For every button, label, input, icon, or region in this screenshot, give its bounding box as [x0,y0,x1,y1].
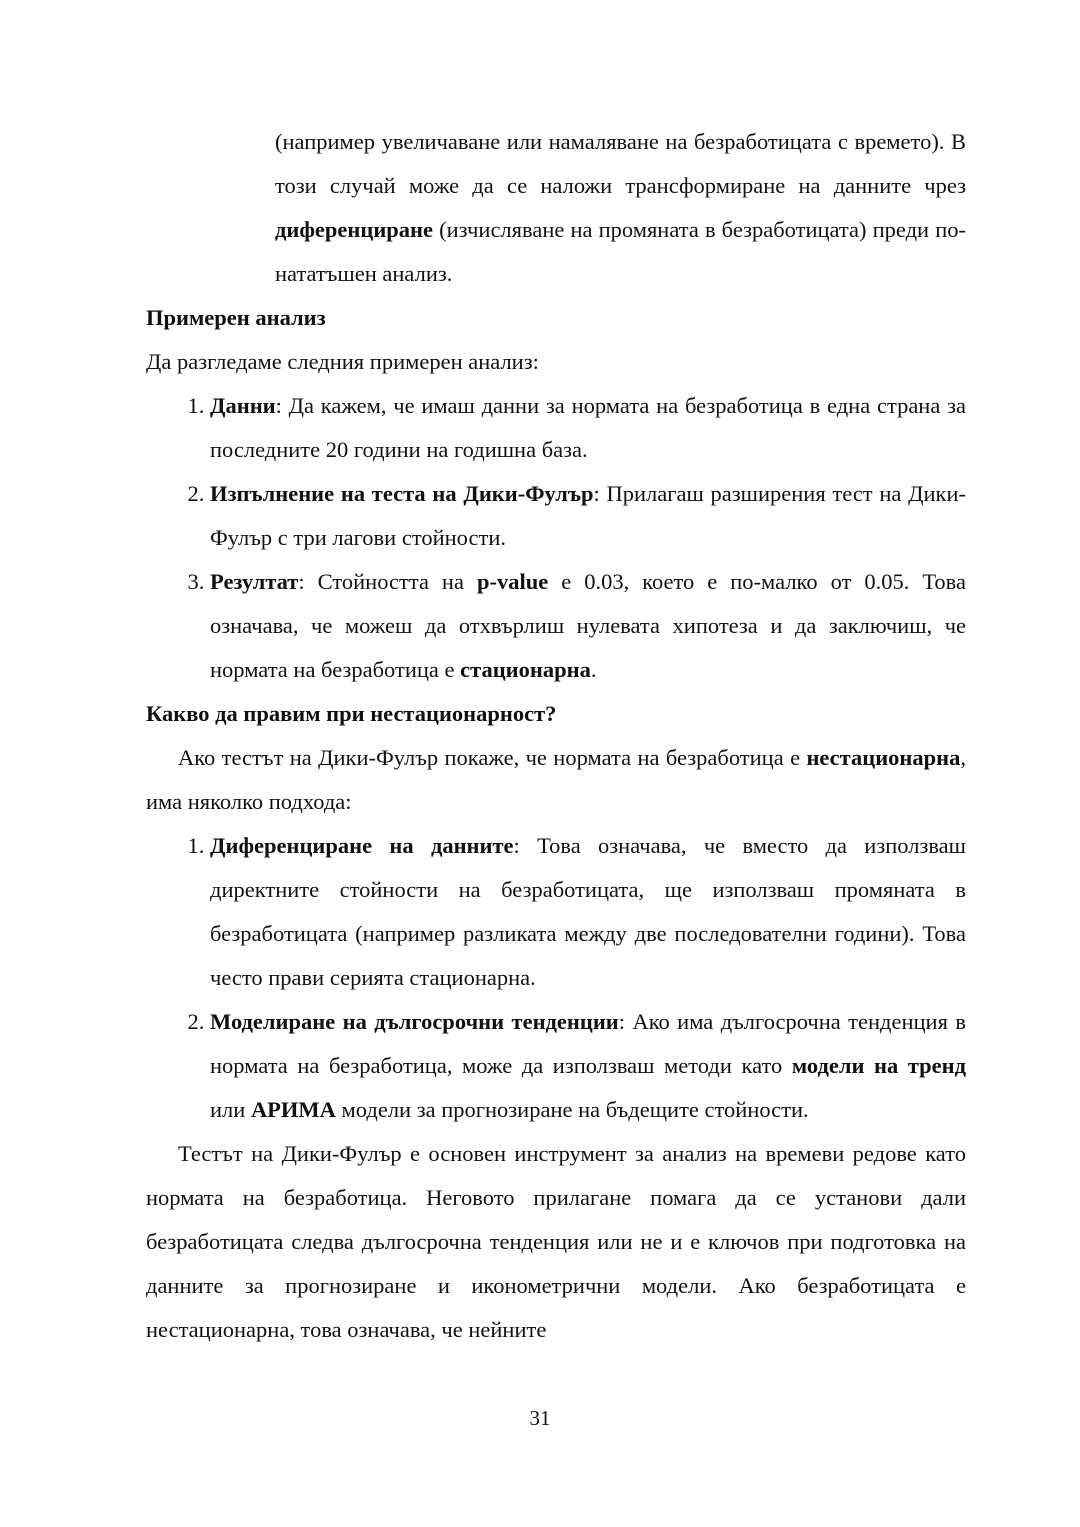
list-item-term: Изпълнение на теста на Дики-Фулър [210,481,594,506]
list-item-text: или [210,1097,251,1122]
list-item-text: : Ако има дългосрочна тенденция в нормата на безработица, може да използваш методи като [210,1009,967,1078]
continuation-paragraph [275,120,966,296]
page-number: 31 [529,1406,551,1430]
list-item [210,384,966,472]
approaches-list [146,824,966,1132]
list-item-term: Диференциране на данните [210,833,514,858]
paragraph-text: (например увеличаване или намаляване на безработицата с времето). В този случай може да се наложи трансформиране на данните чрез [275,129,966,198]
page-body [146,120,966,1352]
example-analysis-list [146,384,966,692]
section-intro: Да разгледаме следния примерен анализ: [146,349,539,374]
list-item [210,1000,966,1132]
list-item-text: : Прилагаш разширения тест на Дики-Фулър с три лагови стойности. [210,481,966,550]
bold-term: p-value [476,569,549,594]
paragraph-text: Ако тестът на Дики-Фулър покаже, че нормата на безработица е [178,745,807,770]
list-item-term: Резултат [210,569,299,594]
section-heading-example-analysis: Примерен анализ [146,305,326,330]
list-item-text: : Да кажем, че имаш данни за нормата на безработица в една страна за последните 20 години на годишна база. [210,393,966,462]
bold-term: АРИМА [250,1097,336,1122]
list-item-term: Данни [210,393,276,418]
section-paragraph [146,736,966,824]
list-item-text: . [590,657,597,682]
list-item-text: е 0.03, което е по-малко от 0.05. Това означава, че можеш да отхвърлиш нулевата хипотеза и да заключиш, че нормата на безработица е [210,569,966,682]
list-item-text: : Това означава, че вместо да използваш директните стойности на безработицата, ще използваш промяната в безработицата (например разликата между две последователни години). Това често прави серията стационарна. [210,833,966,990]
list-item [210,824,966,1000]
bold-term: модели на тренд [791,1053,966,1078]
bold-term: стационарна [460,657,591,682]
bold-term: нестационарна [806,745,961,770]
list-item [210,472,966,560]
section-heading-nonstationarity: Какво да правим при нестационарност? [146,701,557,726]
conclusion-paragraph: Тестът на Дики-Фулър е основен инструмент за анализ на времеви редове като нормата на безработица. Неговото прилагане помага да се установи дали безработицата следва дългосрочна тенденция или не и е ключов при подготовка на данните за прогнозиране и иконометрични модели. Ако безработицата е нестационарна, това означава, че нейните [146,1141,966,1342]
list-item-text: модели за прогнозиране на бъдещите стойности. [335,1097,809,1122]
list-item [210,560,966,692]
paragraph-text: , има няколко подхода: [146,745,966,814]
list-item-term: Моделиране на дългосрочни тенденции [210,1009,619,1034]
bold-term: диференциране [275,217,434,242]
list-item-text: : Стойността на [298,569,477,594]
paragraph-text: (изчисляване на промяната в безработицата) преди по-нататъшен анализ. [275,217,966,286]
